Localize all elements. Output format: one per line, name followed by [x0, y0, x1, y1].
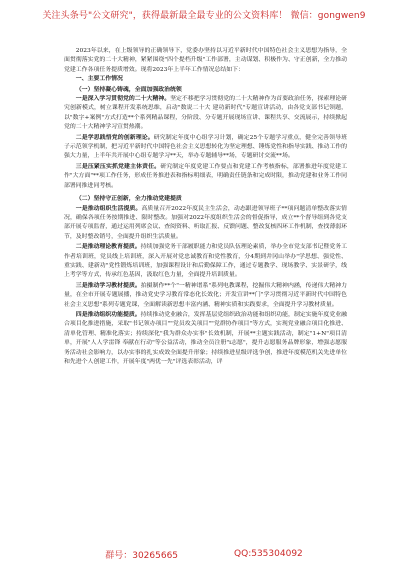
subsection-heading-2: （二）坚持守正创新，全力推动党建提质 [75, 195, 182, 203]
paragraph-text: 持续推动党业融合，发挥基层党组织政治功能和组织功能，制定实施年度党业融合项目化推进措施，采取"书记领办项目""党员攻关项目""党群协作项目"等方式，实现党业融合项目化推进、清单化管理、精准化落实；持续深化"我为群众办实事"长效机制，开展**主题实践活动，制定"1+N"项目清单，开展"人人学雷锋 奉献在行动"等公益活动，推动全员注册"i志愿"，提升志愿服务品牌形象，增强志愿服务活动社会影响力，以办实事的扎实成效全面提升形象；持续推进星级评选争创，推进年度模范机关先进单位和先进个人创建工作，开展年度"两优一先"评选表彰活动，评 [64, 311, 348, 365]
paragraph-lead: 四是推动组织功能提质。 [75, 310, 141, 318]
paragraph-text: 拍摄制作**个"一精神谱系"系列电教课程，挖掘伟大精神内涵，传递伟大精神力量，在全市开展专题展播，推动党史学习教育常态化长效化；开发宣讲**门"学习贯彻习近平新时代中国特色社会主义思想"系列专题党课，全面解读新思想丰富内涵、精神实质和实践要求，全面提升学习教材质量。 [64, 282, 348, 308]
footer-contact [0, 544, 408, 564]
paragraph-text: 研究制定年度中心组学习计划，确定25个专题学习重点，健全完善领导班子示范领学机制，把习近平新时代中国特色社会主义思想转化为坚定理想、锤炼党性和指导实践、推动工作的强大力量，上半年共开展中心组专题学习**天，举办专题辅导**场，专题研讨交流**场。 [64, 134, 348, 160]
paragraph-lead: 二是推动理论教育提质。 [75, 243, 141, 251]
intro-paragraph: 2023年以来，在上级领导的正确领导下，党委办坚持以习近平新时代中国特色社会主义思想为指导，全面贯彻落实党的二十大精神，紧紧围绕"四个提档升级"工作部署，主动谋划、积极作为、守正创新，全力推动党建工作各项任务提质增效。现将2023年上半年工作情况总结如下： [64, 48, 347, 73]
paragraph-lead: 三是压紧压实抓党建主体责任。 [75, 162, 161, 170]
document-body [64, 47, 347, 367]
paragraph-lead: 一是深入学习贯彻党的二十大精神。 [75, 95, 171, 103]
top-banner [0, 0, 408, 28]
paragraph [64, 242, 347, 281]
paragraph [64, 281, 347, 310]
paragraph-lead: 二是学思践悟党的创新理论。 [75, 133, 154, 141]
section-heading: 一、主要工作情况 [75, 76, 123, 83]
paragraph-text: 持续加强党务干部履职能力和党员队伍理论素质，举办全市党支部书记暨党务工作者培训班，党员线上培训班，深入开展对党忠诚教育和党性教育，分4期到井冈山举办"学思想、强党性、重实践、建新功"党性锻炼培训班，加强课程设计和后勤保障工作，通过专题教学、现场教学、实景研学，线上考学等方式，传承红色基因，汲取红色力量，全面提升培训质量。 [64, 244, 348, 279]
paragraph [64, 162, 347, 191]
paragraph [64, 133, 347, 162]
subsection-heading-1: （一）坚持凝心铸魂，全面加强政治统领 [75, 85, 182, 93]
paragraph [64, 310, 347, 367]
banner-text: 关注头条号"公文研究"，获得最新最全最专业的公文资料库！ 微信：gongwen9 [42, 10, 366, 21]
paragraph-lead: 一是推动组织生活提质。 [75, 204, 142, 212]
paragraph-lead: 三是推动学习教材提质。 [75, 281, 141, 289]
paragraph-text: 研究制定年度党建工作要点和党建工作考核指标，部署推进年度党建工作"大方面"**项工作任务，形成任务推进表和指标明细表，明确责任链条和完成时限，推动党建和业务工作同部署同推进同考核。 [64, 163, 348, 189]
qq-number: QQ:535304092 [234, 549, 303, 559]
paragraph-text: 高质量召开2022年度民主生活会，动态跟进领导班子**项问题清单整改落实情况，确保各项任务按期推进、限时整改。加强对2022年度组织生活会的督促指导，成立**个督导组到各党支部开展专项监督，通过运用列席会议、查阅资料、听取汇报、反馈问题、整改复核四环工作机制，查找薄弱环节，及时整改销号，全面提升组织生活质量。 [64, 205, 347, 240]
paragraph [64, 204, 347, 243]
paragraph [64, 94, 347, 133]
qq-group-number: 群号：30265665 [105, 550, 179, 561]
paragraph-text: 坚定不移把学习贯彻党的二十大精神作为首要政治任务，探索理论研究创新模式，树立课程开发系统思维，启动"数说二十大 建功新时代"专题宣讲活动，由各党支部书记领题，以"数字+案例"方式打造**个系列精品课程，分阶段、分专题开展现场宣讲、课程共享、交流展示，持续掀起党的二十大精神学习宣贯热潮。 [64, 96, 348, 131]
